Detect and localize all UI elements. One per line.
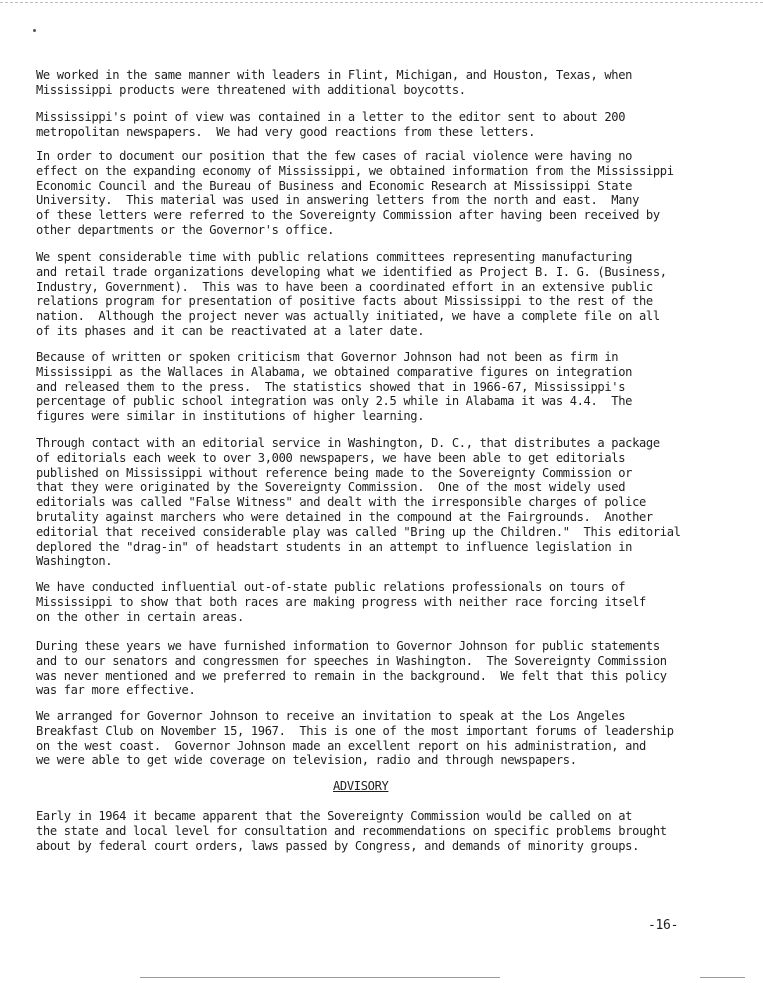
paragraph-boycotts: We worked in the same manner with leaders in Flint, Michigan, and Houston, Texas, when Mississippi products were threatened with additional boycotts. [36,68,633,97]
bottom-border-fragment [700,977,745,978]
paragraph-advisory: Early in 1964 it became apparent that the Sovereignty Commission would be called on at the state and local level for consultation and recommendations on specific problems brought about by federal court orders, laws passed by Congress, and demands of minority groups. [36,809,667,853]
paragraph-tours: We have conducted influential out-of-state public relations professionals on tours of Mississippi to show that both races are making progress with neither race forcing itself on the other in certain areas. [36,580,646,624]
paragraph-economy-data: In order to document our position that the few cases of racial violence were having no effect on the expanding economy of Mississippi, we obtained information from the Mississippi Economic Council and the Bureau of Business and Economic Research at Mississippi State University. This material was used in answering letters from the north and east. Many of these letters were referred to the Sovereignty Commission after having been received by other departments or the Governor's office. [36,149,674,237]
bottom-border [140,977,500,978]
paragraph-public-statements: During these years we have furnished information to Governor Johnson for public statements and to our senators and congressmen for speeches in Washington. The Sovereignty Commission was never mentioned and we preferred to remain in the background. We felt that this policy was far more effective. [36,639,667,698]
section-heading-advisory: ADVISORY [333,779,389,793]
paragraph-integration-figures: Because of written or spoken criticism that Governor Johnson had not been as firm in Mississippi as the Wallaces in Alabama, we obtained comparative figures on integration and released them to the press. The statistics showed that in 1966-67, Mississippi's percentage of public school integration was only 2.5 while in Alabama it was 4.4. The figures were similar in institutions of higher learning. [36,350,633,424]
paragraph-editorial-service: Through contact with an editorial service in Washington, D. C., that distributes a package of editorials each week to over 3,000 newspapers, we have been able to get editorials published on Mississippi without reference being made to the Sovereignty Commission or that they were originated by the Sovereignty Commission. One of the most widely used editorials was called "False Witness" and dealt with the irresponsible charges of police brutality against marchers who were detained in the compound at the Fairgrounds. Another editorial that received considerable play was called "Bring up the Children." This editorial deplored the "drag-in" of headstart students in an attempt to influence legislation in Washington. [36,436,681,569]
paragraph-breakfast-club: We arranged for Governor Johnson to receive an invitation to speak at the Los Angeles Breakfast Club on November 15, 1967. This is one of the most important forums of leadership on the west coast. Governor Johnson made an excellent report on his administration, and we were able to get wide coverage on television, radio and through newspapers. [36,709,674,768]
paragraph-letter-to-editor: Mississippi's point of view was contained in a letter to the editor sent to about 200 metropolitan newspapers. We had very good reactions from these letters. [36,110,626,139]
scan-speck [33,29,36,32]
top-border [0,2,763,3]
page-number: -16- [648,918,679,933]
paragraph-project-big: We spent considerable time with public relations committees representing manufacturing and retail trade organizations developing what we identified as Project B. I. G. (Business, Industry, Government). This was to have been a coordinated effort in an extensive public relations program for presentation of positive facts about Mississippi to the rest of the nation. Although the project never was actually initiated, we have a complete file on all of its phases and it can be reactivated at a later date. [36,250,667,338]
